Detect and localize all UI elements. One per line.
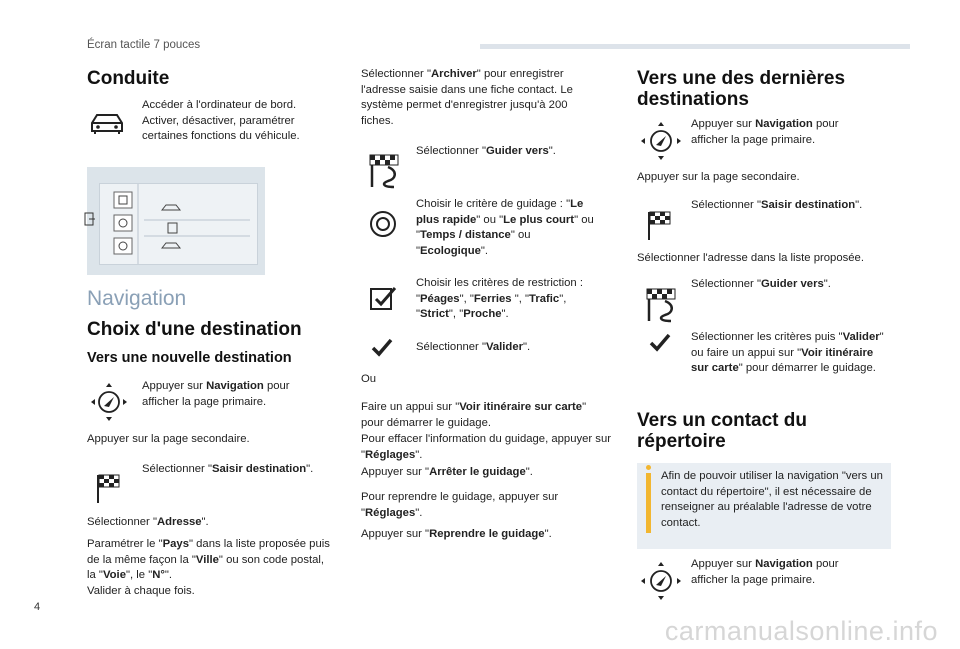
left-step-adresse: Sélectionner "Adresse". — [87, 516, 209, 528]
exit-icon — [84, 212, 96, 226]
mid-effacer: Pour effacer l'information du guidage, appuyer sur "Réglages". — [361, 433, 612, 461]
navigation-compass-icon — [639, 120, 683, 162]
left-step-saisir: Sélectionner "Saisir destination". — [142, 463, 314, 475]
left-step-parametrer: Paramétrer le "Pays" dans la liste proposée puis de la même façon la "Ville" ou son code postal, la "Voie", le "N°". Valider à chaque fois. — [87, 538, 330, 597]
mid-valider: Sélectionner "Valider". — [416, 341, 531, 353]
mid-ou: Ou — [361, 373, 377, 385]
right-step-secondary: Appuyer sur la page secondaire. — [637, 171, 800, 183]
navigation-compass-icon — [90, 381, 128, 423]
checkered-flag-icon — [96, 473, 122, 503]
contact-repertoire-heading: Vers un contact du répertoire — [637, 410, 807, 452]
page-header-label: Écran tactile 7 pouces — [87, 39, 201, 51]
navigation-compass-icon — [639, 560, 683, 602]
mid-reprendre-reglages: Pour reprendre le guidage, appuyer sur "Réglages". — [361, 491, 559, 519]
left-step-navigation: Appuyer sur Navigation pour afficher la page primaire. — [142, 380, 290, 408]
checkered-flag-icon — [647, 210, 673, 240]
mid-critere-guidage: Choisir le critère de guidage : "Le plus rapide" ou "Le plus court" ou "Temps / distance" ou "Ecologique". — [416, 198, 594, 257]
validate-check-icon — [648, 332, 672, 352]
info-icon-dot — [646, 465, 651, 470]
mid-reprendre-guidage: Appuyer sur "Reprendre le guidage". — [361, 528, 552, 540]
choix-destination-heading: Choix d'une destination — [87, 319, 302, 340]
conduite-heading: Conduite — [87, 68, 170, 89]
guidance-flag-icon — [645, 287, 677, 323]
mid-critere-restriction: Choisir les critères de restriction : "Péages", "Ferries ", "Trafic", "Strict", "Proche". — [416, 277, 583, 320]
right-step-saisir: Sélectionner "Saisir destination". — [691, 199, 863, 211]
conduite-text: Accéder à l'ordinateur de bord. Activer, désactiver, paramétrer certaines fonctions du véhicule. — [142, 99, 300, 142]
right-step-navigation-contact: Appuyer sur Navigation pour afficher la page primaire. — [691, 558, 839, 586]
dernieres-destinations-heading: Vers une des dernières destinations — [637, 68, 846, 110]
criteria-dial-icon — [368, 209, 398, 239]
car-icon — [88, 111, 126, 135]
right-step-liste: Sélectionner l'adresse dans la liste proposée. — [637, 252, 864, 264]
mid-archiver: Sélectionner "Archiver" pour enregistrer l'adresse saisie dans une fiche contact. Le système permet d'enregistrer jusqu'à 200 fiches. — [361, 68, 573, 127]
info-box — [637, 463, 891, 549]
info-text: Afin de pouvoir utiliser la navigation "vers un contact du répertoire", il est nécessaire de renseigner au préalable l'adresse de votre contact. — [661, 470, 883, 529]
nouvelle-destination-heading: Vers une nouvelle destination — [87, 350, 292, 366]
info-icon-bar — [646, 473, 651, 533]
mid-voir-itineraire: Faire un appui sur "Voir itinéraire sur carte" pour démarrer le guidage. — [361, 401, 587, 429]
left-step-secondary: Appuyer sur la page secondaire. — [87, 433, 250, 445]
guidance-flag-icon — [368, 153, 400, 189]
validate-check-icon — [370, 337, 394, 357]
mid-guider-vers: Sélectionner "Guider vers". — [416, 145, 556, 157]
vehicle-menu-screen-illustration — [87, 167, 265, 275]
vehicle-menu-drawing — [100, 184, 257, 264]
right-step-valider: Sélectionner les critères puis "Valider" ou faire un appui sur "Voir itinéraire sur carte" pour démarrer le guidage. — [691, 331, 884, 374]
right-step-navigation: Appuyer sur Navigation pour afficher la page primaire. — [691, 118, 839, 146]
page-number: 4 — [34, 601, 41, 613]
header-rule — [480, 44, 910, 49]
restriction-checkbox-icon — [369, 285, 397, 311]
watermark: carmanualsonline.info — [664, 615, 938, 646]
right-step-guider: Sélectionner "Guider vers". — [691, 278, 831, 290]
mid-arreter: Appuyer sur "Arrêter le guidage". — [361, 466, 533, 478]
navigation-chapter-title: Navigation — [87, 287, 187, 310]
